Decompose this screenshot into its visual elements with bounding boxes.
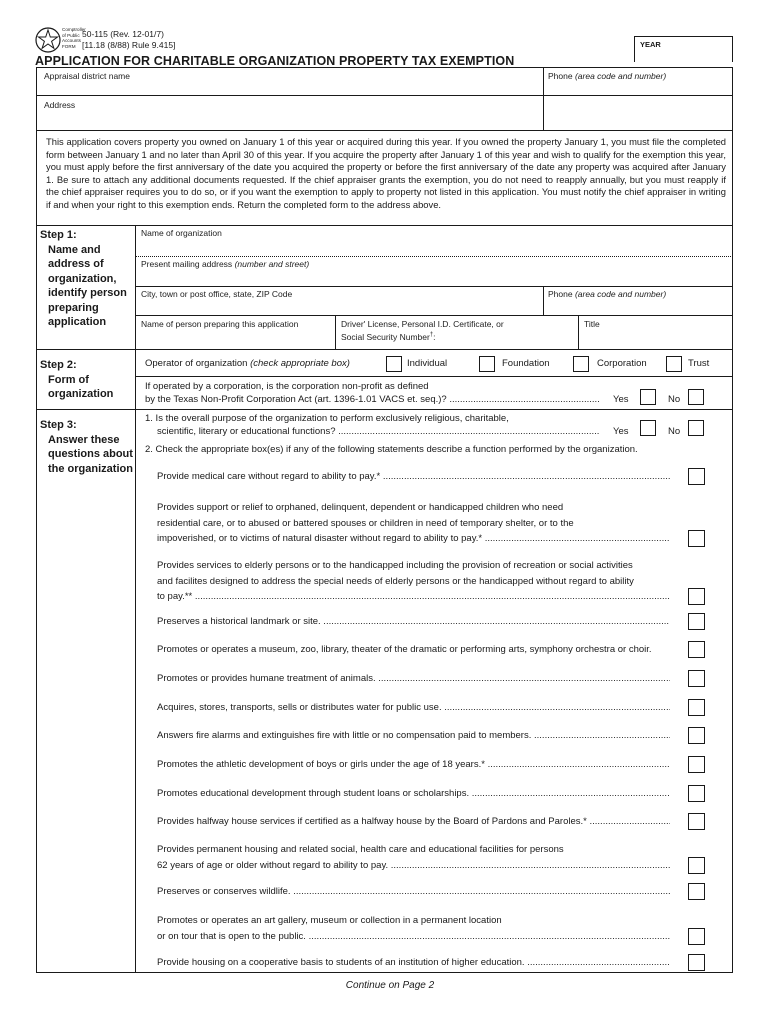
step3-description: Answer these questions about the organization [48,433,133,475]
organization-name-field[interactable] [136,226,732,256]
corporation-no-checkbox[interactable] [688,389,704,405]
logo-text: Comptroller of Public Accounts FORM [62,27,86,49]
district-phone-label [548,71,666,81]
function-item [157,786,670,802]
comptroller-logo [35,27,85,53]
function-item [157,913,670,944]
function-item-text: or on tour that is open to the public. ..... [157,929,670,945]
corporation-checkbox[interactable] [573,356,589,372]
question2-instructions: 2. Check the appropriate box(es) if any of the following statements describe a function performed by the organization. [145,444,638,455]
preparer-title-label: Title [584,319,600,329]
function-item [157,842,670,873]
star-seal-icon [35,27,61,53]
mailing-address-field[interactable] [136,257,732,286]
corporation-yes-checkbox[interactable] [640,389,656,405]
function-item [157,614,670,630]
divider [36,409,733,410]
function-item-checkbox[interactable] [688,727,705,744]
function-item [157,671,670,687]
intro-paragraph: This application covers property you owned on January 1 of this year or acquired during this year. If you owned the property January 1, you must file the completed form between January 1 and no later than April 30 of this year. If you acquire the property after January 1 of this year and wish to qualify for the exemption this year, you must apply before the first anniversary of the date you acquired the property or before the first anniversary of the date any property was acquired after January 1. Be sure to attach any additional documents requested. If the chief appraiser grants the exemption, you do not need to reapply annually, but you must reapply if the chief appraiser requires you to do so, or if you want the exemption to apply to property not listed in this application. You must notify the chief appraiser in writing if and when your right to this exemption ends. Return the completed form to the address above. [46,136,726,210]
city-state-zip-field[interactable] [136,287,542,315]
appraisal-district-field[interactable] [37,68,543,95]
question1-no-label: No [668,426,681,437]
function-item-text: Preserves a historical landmark or site. ..... [157,614,670,630]
function-item-text: to pay.** ..... [157,589,670,605]
mailing-label-text: Present mailing address [141,259,233,269]
district-address-label: Address [44,100,76,110]
trust-checkbox[interactable] [666,356,682,372]
trust-option-label: Trust [688,358,710,369]
individual-checkbox[interactable] [386,356,402,372]
appraisal-district-label: Appraisal district name [44,71,130,81]
license-label: Driver' License, Personal I.D. Certificate, or [341,319,504,329]
step3-title: Step 3: [40,419,77,431]
function-item-text: Acquires, stores, transports, sells or distributes water for public use. ..... [157,700,670,716]
question1-line1: 1. Is the overall purpose of the organization to perform exclusively religious, charitable, [145,413,509,424]
step1-title: Step 1: [40,229,77,241]
step1-heading [40,228,136,330]
function-item-text: Preserves or conserves wildlife. ..... [157,884,670,900]
step2-heading [40,358,118,402]
function-item-text: Provides services to elderly persons or to the handicapped including the provision of recreation or social activities [157,560,633,571]
function-item-text: Provide housing on a cooperative basis to students of an institution of higher education. ..... [157,955,670,971]
function-item-checkbox[interactable] [688,928,705,945]
org-phone-label-text: Phone [548,289,573,299]
function-item [157,642,670,658]
function-item-text: Provides permanent housing and related social, health care and educational facilities for persons [157,844,564,855]
license-ssn-field[interactable] [336,316,578,349]
preparer-name-field[interactable] [136,316,334,349]
page-title: APPLICATION FOR CHARITABLE ORGANIZATION PROPERTY TAX EXEMPTION [35,54,515,68]
function-item [157,728,670,744]
question1-yes-checkbox[interactable] [640,420,656,436]
function-item-checkbox[interactable] [688,468,705,485]
organization-name-label: Name of organization [141,228,222,238]
function-item-checkbox[interactable] [688,813,705,830]
function-item [157,500,670,547]
mailing-hint: (number and street) [234,259,310,269]
function-item-checkbox[interactable] [688,883,705,900]
divider [135,376,733,377]
function-item-checkbox[interactable] [688,530,705,547]
function-item-checkbox[interactable] [688,785,705,802]
preparer-name-label: Name of person preparing this application [141,319,299,329]
operator-label [145,357,350,371]
rule-reference: [11.18 (8/88) Rule 9.415] [82,40,176,50]
step2-description: Form of organization [48,373,114,400]
corporation-option-label: Corporation [597,358,647,369]
function-item-checkbox[interactable] [688,954,705,971]
corporation-question-text: by the Texas Non-Profit Corporation Act (art. 1396-1.01 VACS et. seq.)? ..... [145,393,600,407]
function-item-text: and facilites designed to address the special needs of elderly persons or the handicapped without regard to ability [157,575,634,587]
organization-phone-label [548,289,666,299]
function-item-text: Promotes or operates a museum, zoo, library, theater of the dramatic or performing arts, symphony orchestra or choir. [157,644,652,655]
function-item-checkbox[interactable] [688,857,705,874]
function-item [157,814,670,830]
divider [36,349,733,350]
corporation-question-line1: If operated by a corporation, is the corporation non-profit as defined [145,381,429,392]
function-item-checkbox[interactable] [688,670,705,687]
function-item-text: Provides support or relief to orphaned, delinquent, dependent or handicapped children who need [157,502,564,513]
function-item-text: Answers fire alarms and extinguishes fire with little or no compensation paid to members. ..... [157,728,670,744]
year-label: YEAR [640,40,661,49]
phone-hint: (area code and number) [574,71,667,81]
question1-text: scientific, literary or educational functions? ..... [157,425,600,439]
question1-yes-label: Yes [613,426,629,437]
function-item-text: Provide medical care without regard to ability to pay.* ..... [157,469,670,485]
question1-no-checkbox[interactable] [688,420,704,436]
step2-title: Step 2: [40,359,77,371]
function-item-text: Promotes or provides humane treatment of animals. ..... [157,671,670,687]
step3-heading [40,418,134,476]
function-item-text: 62 years of age or older without regard to ability to pay. ..... [157,858,670,874]
function-item-text: impoverished, or to victims of natural disaster without regard to ability to pay.* ..... [157,531,670,547]
step1-description: Name and address of organization, identify person preparing application [48,243,127,328]
form-number: 50-115 (Rev. 12-01/7) [82,29,164,39]
corporation-no-label: No [668,394,681,405]
foundation-option-label: Foundation [502,358,550,369]
phone-label-text: Phone [548,71,573,81]
function-item [157,884,670,900]
foundation-checkbox[interactable] [479,356,495,372]
city-state-zip-label: City, town or post office, state, ZIP Code [141,289,293,299]
function-item-checkbox[interactable] [688,699,705,716]
function-item-text: Promotes or operates an art gallery, museum or collection in a permanent location [157,915,502,926]
ssn-label-text: Social Security Number [341,332,430,342]
mailing-address-label [141,259,309,269]
individual-option-label: Individual [407,358,448,369]
function-item [157,558,670,605]
ssn-label [341,332,436,342]
function-item-checkbox[interactable] [688,641,705,658]
function-item-checkbox[interactable] [688,756,705,773]
ssn-dagger: † [429,332,434,339]
district-address-field[interactable] [37,96,732,130]
function-item [157,469,670,485]
function-item [157,700,670,716]
operator-label-text: Operator of organization [145,358,248,369]
question1-line2 [157,425,600,439]
function-item-text: residential care, or to abused or battered spouses or children in need of temporary shelter, or to the [157,517,574,529]
ssn-colon: : [433,332,436,342]
divider [36,130,733,131]
function-item [157,757,670,773]
corporation-yes-label: Yes [613,394,629,405]
function-item-text: Promotes the athletic development of boys or girls under the age of 18 years.* ..... [157,757,670,773]
continue-note: Continue on Page 2 [345,980,435,991]
year-field[interactable] [634,36,733,62]
corporation-question-line2 [145,393,600,407]
function-item-text: Promotes educational development through student loans or scholarships. ..... [157,786,670,802]
district-phone-field[interactable] [544,68,732,95]
org-phone-hint: (area code and number) [574,289,667,299]
function-item-text: Provides halfway house services if certified as a halfway house by the Board of Pardons and Paroles.* ..... [157,814,670,830]
organization-phone-field[interactable] [544,287,732,315]
function-item-checkbox[interactable] [688,613,705,630]
function-item-checkbox[interactable] [688,588,705,605]
preparer-title-field[interactable] [579,316,732,349]
function-item [157,955,670,971]
operator-hint: (check appropriate box) [250,358,350,369]
